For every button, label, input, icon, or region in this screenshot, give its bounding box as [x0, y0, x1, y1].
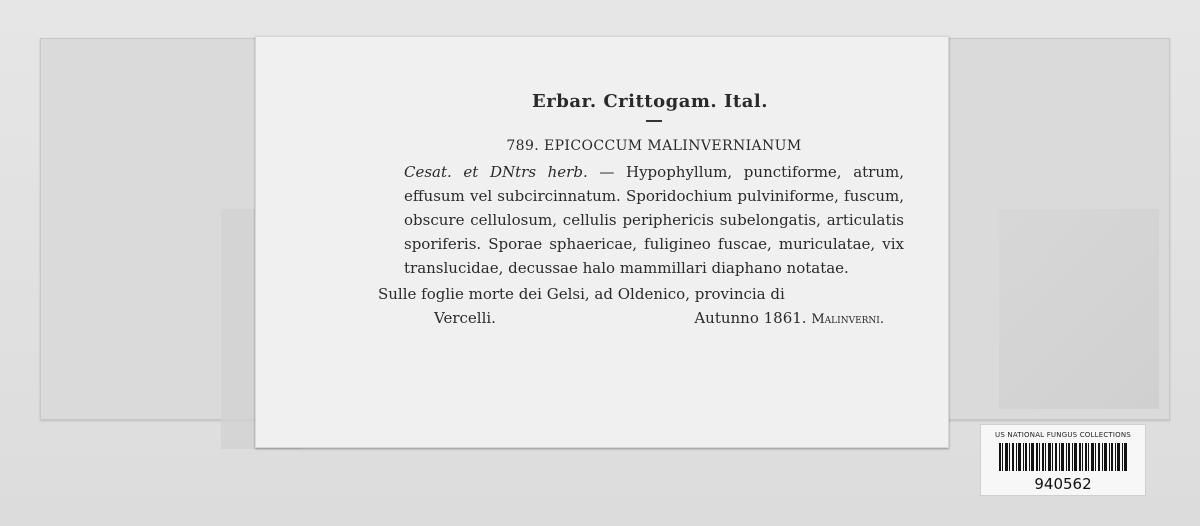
barcode-icon	[999, 443, 1127, 477]
label-text-block	[378, 90, 905, 332]
collection-date: Autunno 1861.	[694, 309, 807, 327]
specimen-label	[255, 36, 949, 448]
species-title: 789. EPICOCCUM MALINVERNIANUM	[506, 138, 802, 154]
collector-name: Malinverni.	[811, 312, 884, 327]
species-description	[404, 160, 904, 280]
locality-line: Sulle foglie morte dei Gelsi, ad Oldenico, provincia di	[378, 285, 785, 303]
label-header: Erbar. Crittogam. Ital.	[532, 91, 768, 112]
barcode-number: 940562	[1034, 475, 1092, 493]
barcode-caption: US NATIONAL FUNGUS COLLECTIONS	[995, 431, 1131, 439]
description-text: — Hypophyllum, punctiforme, atrum, effusum vel subcircinnatum. Sporidochium pulviniforme, fuscum, obscure cellulosum, cellulis periphericis subelongatis, articulatis sporiferis. Sporae sphaericae, fuligineo fuscae, muriculatae, vix translucidae, decussae halo mammillari diaphano notatae.	[404, 163, 905, 277]
barcode-label	[980, 424, 1146, 496]
description-author: Cesat. et DNtrs herb.	[404, 163, 588, 181]
locality-details	[434, 306, 884, 332]
collection-info	[694, 306, 884, 332]
locality-place: Vercelli.	[434, 309, 496, 327]
envelope-flap	[999, 209, 1159, 409]
header-divider	[646, 120, 662, 122]
